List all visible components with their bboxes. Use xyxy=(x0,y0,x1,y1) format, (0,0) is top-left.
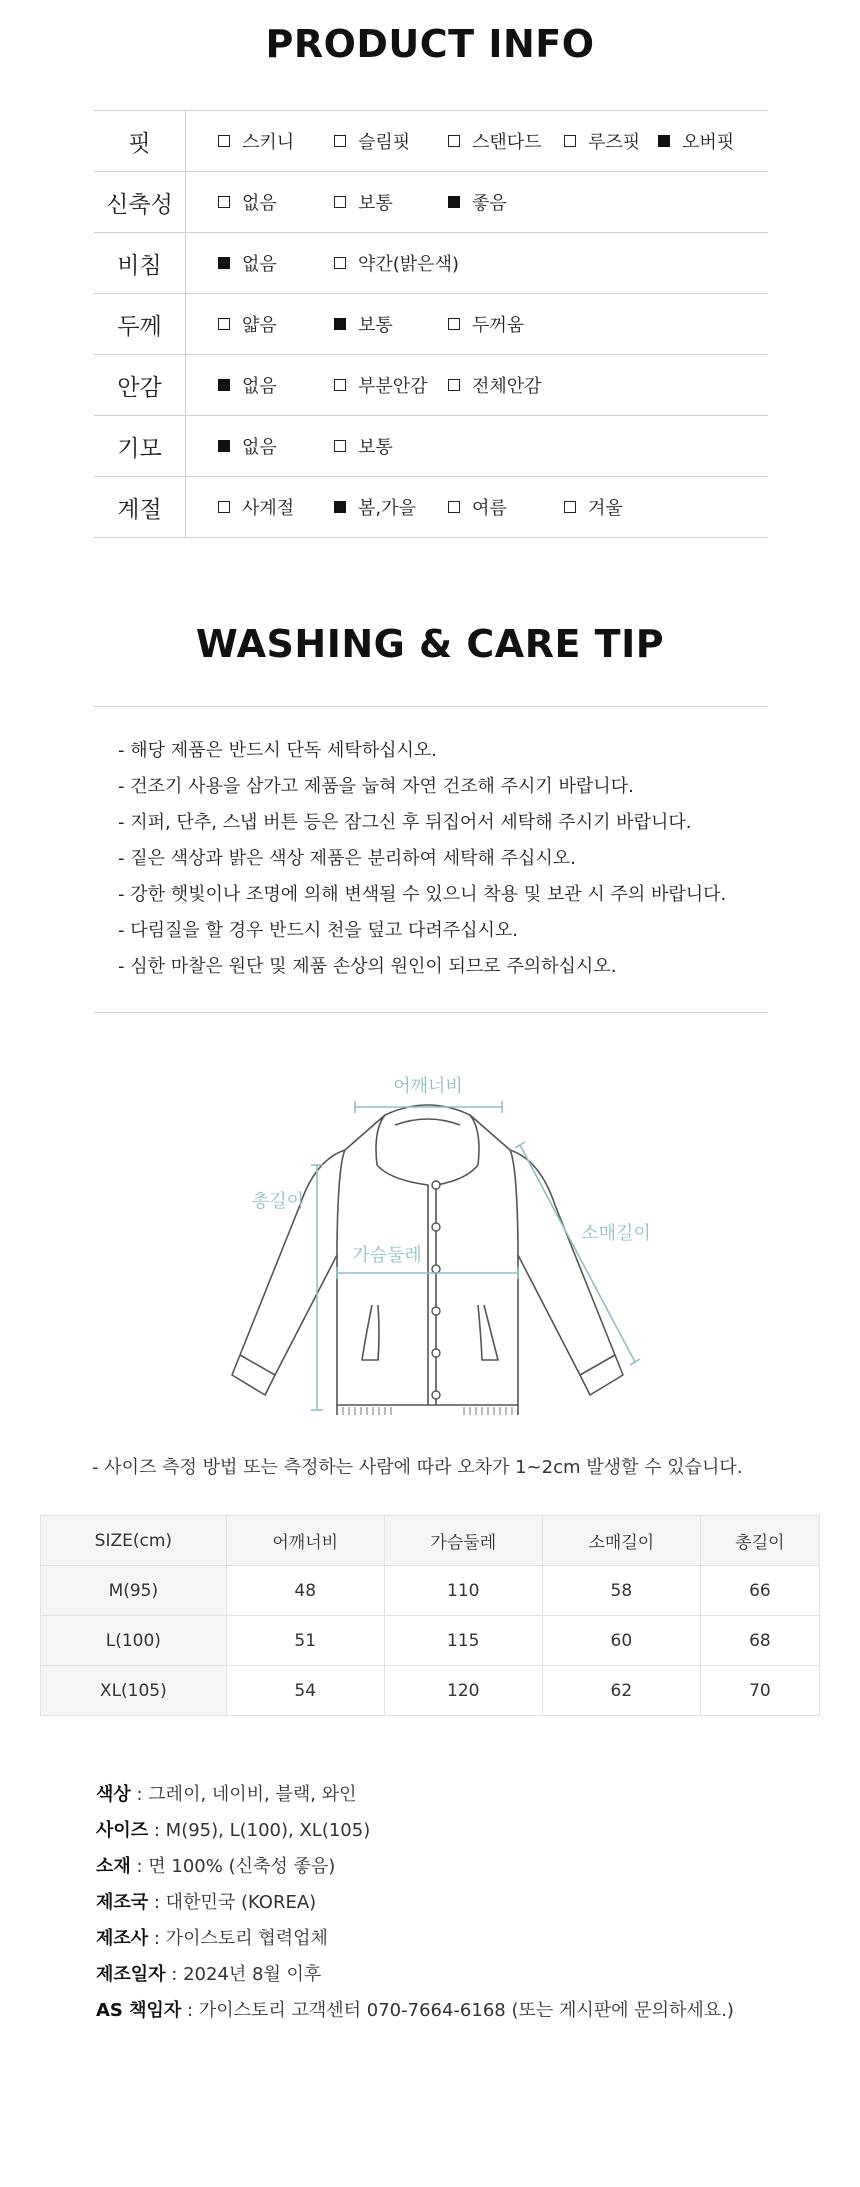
care-title: WASHING & CARE TIP xyxy=(195,622,665,666)
value-cell: 70 xyxy=(700,1666,819,1716)
spec-key: 제조사 xyxy=(96,1928,149,1949)
checkbox-icon xyxy=(334,379,346,391)
info-row-brushed xyxy=(94,416,768,477)
option-label: 좋음 xyxy=(472,193,507,214)
spec-key: 제조국 xyxy=(96,1892,149,1913)
option-label: 없음 xyxy=(242,376,277,397)
info-label: 계절 xyxy=(94,477,186,537)
value-cell: 66 xyxy=(700,1566,819,1616)
info-label: 핏 xyxy=(94,111,186,171)
option-item xyxy=(218,355,277,415)
value-cell: 54 xyxy=(226,1666,384,1716)
chest-label: 가슴둘레 xyxy=(352,1245,422,1266)
value-cell: 110 xyxy=(384,1566,542,1616)
size-guide-diagram xyxy=(0,1055,860,1415)
shoulder-label: 어깨너비 xyxy=(393,1076,463,1097)
checkbox-icon xyxy=(448,135,460,147)
care-item: - 지퍼, 단추, 스냅 버튼 등은 잠그신 후 뒤집어서 세탁해 주시기 바랍니다. xyxy=(118,812,692,833)
info-label: 안감 xyxy=(94,355,186,415)
checkbox-icon xyxy=(334,135,346,147)
spec-line xyxy=(96,1921,734,1957)
option-label: 전체안감 xyxy=(472,376,542,397)
value-cell: 60 xyxy=(542,1616,700,1666)
spec-key: 제조일자 xyxy=(96,1964,166,1985)
spec-line xyxy=(96,1885,734,1921)
option-label: 봄,가을 xyxy=(358,498,416,519)
option-label: 얇음 xyxy=(242,315,277,336)
header-cell: 총길이 xyxy=(700,1516,819,1566)
option-label: 없음 xyxy=(242,254,277,275)
option-item xyxy=(218,294,277,354)
product-info-title: PRODUCT INFO xyxy=(265,22,595,66)
value-cell: 68 xyxy=(700,1616,819,1666)
table-row xyxy=(41,1616,820,1666)
option-label: 두꺼움 xyxy=(472,315,525,336)
option-label: 부분안감 xyxy=(358,376,428,397)
option-item xyxy=(448,111,542,171)
option-item xyxy=(218,416,277,476)
size-note: - 사이즈 측정 방법 또는 측정하는 사람에 따라 오차가 1~2cm 발생할 수 있습니다. xyxy=(92,1457,743,1478)
option-item xyxy=(448,294,524,354)
jacket-illustration xyxy=(232,1105,623,1415)
option-label: 여름 xyxy=(472,498,507,519)
checkbox-icon xyxy=(448,318,460,330)
option-label: 겨울 xyxy=(588,498,623,519)
info-row-lining xyxy=(94,355,768,416)
checkbox-checked-icon xyxy=(334,501,346,513)
option-item xyxy=(448,172,507,232)
option-item xyxy=(448,477,507,537)
care-list xyxy=(118,733,726,985)
spec-line xyxy=(96,1957,734,1993)
checkbox-icon xyxy=(334,257,346,269)
option-item xyxy=(334,477,416,537)
info-row-season xyxy=(94,477,768,538)
option-label: 스탠다드 xyxy=(472,132,542,153)
option-label: 보통 xyxy=(358,193,393,214)
spec-value: : 2024년 8월 이후 xyxy=(165,1964,322,1985)
info-label: 신축성 xyxy=(94,172,186,232)
info-row-sheerness xyxy=(94,233,768,294)
checkbox-icon xyxy=(334,196,346,208)
info-row-fit xyxy=(94,111,768,172)
checkbox-checked-icon xyxy=(218,257,230,269)
option-label: 루즈핏 xyxy=(588,132,641,153)
product-spec-list xyxy=(96,1777,734,2029)
care-item: - 심한 마찰은 원단 및 제품 손상의 원인이 되므로 주의하십시오. xyxy=(118,956,617,977)
spec-value: : 가이스토리 협력업체 xyxy=(148,1928,328,1949)
option-item xyxy=(218,172,277,232)
option-label: 오버핏 xyxy=(682,132,735,153)
spec-value: : M(95), L(100), XL(105) xyxy=(148,1820,371,1841)
option-item xyxy=(334,355,428,415)
option-item xyxy=(658,111,734,171)
checkbox-checked-icon xyxy=(218,440,230,452)
spec-value: : 면 100% (신축성 좋음) xyxy=(130,1856,336,1877)
value-cell: 48 xyxy=(226,1566,384,1616)
checkbox-icon xyxy=(564,135,576,147)
size-cell: XL(105) xyxy=(41,1666,227,1716)
spec-key: 소재 xyxy=(96,1856,131,1877)
value-cell: 115 xyxy=(384,1616,542,1666)
option-item xyxy=(334,111,410,171)
info-label: 비침 xyxy=(94,233,186,293)
value-cell: 120 xyxy=(384,1666,542,1716)
care-item: - 다림질을 할 경우 반드시 천을 덮고 다려주십시오. xyxy=(118,920,519,941)
spec-value: : 대한민국 (KOREA) xyxy=(148,1892,317,1913)
option-item xyxy=(334,294,393,354)
care-item: - 강한 햇빛이나 조명에 의해 변색될 수 있으니 착용 및 보관 시 주의 바랍니다. xyxy=(118,884,727,905)
checkbox-icon xyxy=(218,196,230,208)
hem-ribbing xyxy=(343,1407,512,1415)
size-cell: M(95) xyxy=(41,1566,227,1616)
spec-key: 사이즈 xyxy=(96,1820,149,1841)
header-cell: 가슴둘레 xyxy=(384,1516,542,1566)
product-info-table xyxy=(94,110,768,538)
checkbox-icon xyxy=(334,440,346,452)
spec-key: AS 책임자 xyxy=(96,2000,182,2021)
checkbox-icon xyxy=(448,501,460,513)
care-item: - 짙은 색상과 밝은 색상 제품은 분리하여 세탁해 주십시오. xyxy=(118,848,576,869)
size-table xyxy=(40,1515,820,1716)
option-item xyxy=(334,416,393,476)
option-label: 없음 xyxy=(242,193,277,214)
option-label: 없음 xyxy=(242,437,277,458)
checkbox-checked-icon xyxy=(448,196,460,208)
option-item xyxy=(564,477,623,537)
length-label: 총길이 xyxy=(251,1191,305,1212)
header-cell: SIZE(cm) xyxy=(41,1516,227,1566)
checkbox-checked-icon xyxy=(658,135,670,147)
size-table-header xyxy=(41,1516,820,1566)
header-cell: 소매길이 xyxy=(542,1516,700,1566)
option-item xyxy=(218,111,294,171)
value-cell: 62 xyxy=(542,1666,700,1716)
info-label: 두께 xyxy=(94,294,186,354)
value-cell: 51 xyxy=(226,1616,384,1666)
option-item xyxy=(218,233,277,293)
option-item xyxy=(564,111,640,171)
option-item xyxy=(334,233,459,293)
sleeve-label: 소매길이 xyxy=(581,1223,651,1244)
header-cell: 어깨너비 xyxy=(226,1516,384,1566)
option-label: 보통 xyxy=(358,437,393,458)
size-cell: L(100) xyxy=(41,1616,227,1666)
care-item: - 해당 제품은 반드시 단독 세탁하십시오. xyxy=(118,740,438,761)
info-row-thickness xyxy=(94,294,768,355)
checkbox-icon xyxy=(448,379,460,391)
option-item xyxy=(334,172,393,232)
care-divider-bottom xyxy=(94,1012,768,1013)
spec-line xyxy=(96,1777,734,1813)
option-item xyxy=(448,355,542,415)
option-label: 사계절 xyxy=(242,498,295,519)
option-label: 스키니 xyxy=(242,132,295,153)
spec-line xyxy=(96,1813,734,1849)
spec-line xyxy=(96,1849,734,1885)
checkbox-icon xyxy=(218,318,230,330)
spec-value: : 가이스토리 고객센터 070-7664-6168 (또는 게시판에 문의하세요.) xyxy=(181,2000,734,2021)
spec-line xyxy=(96,1993,734,2029)
value-cell: 58 xyxy=(542,1566,700,1616)
spec-value: : 그레이, 네이비, 블랙, 와인 xyxy=(130,1784,357,1805)
care-item: - 건조기 사용을 삼가고 제품을 눕혀 자연 건조해 주시기 바랍니다. xyxy=(118,776,634,797)
option-item xyxy=(218,477,294,537)
checkbox-icon xyxy=(564,501,576,513)
info-row-stretch xyxy=(94,172,768,233)
option-label: 약간(밝은색) xyxy=(358,254,459,275)
option-label: 보통 xyxy=(358,315,393,336)
table-row xyxy=(41,1566,820,1616)
checkbox-icon xyxy=(218,501,230,513)
table-row xyxy=(41,1666,820,1716)
info-label: 기모 xyxy=(94,416,186,476)
option-label: 슬림핏 xyxy=(358,132,411,153)
care-divider-top xyxy=(94,706,768,707)
checkbox-checked-icon xyxy=(334,318,346,330)
checkbox-checked-icon xyxy=(218,379,230,391)
spec-key: 색상 xyxy=(96,1784,131,1805)
checkbox-icon xyxy=(218,135,230,147)
